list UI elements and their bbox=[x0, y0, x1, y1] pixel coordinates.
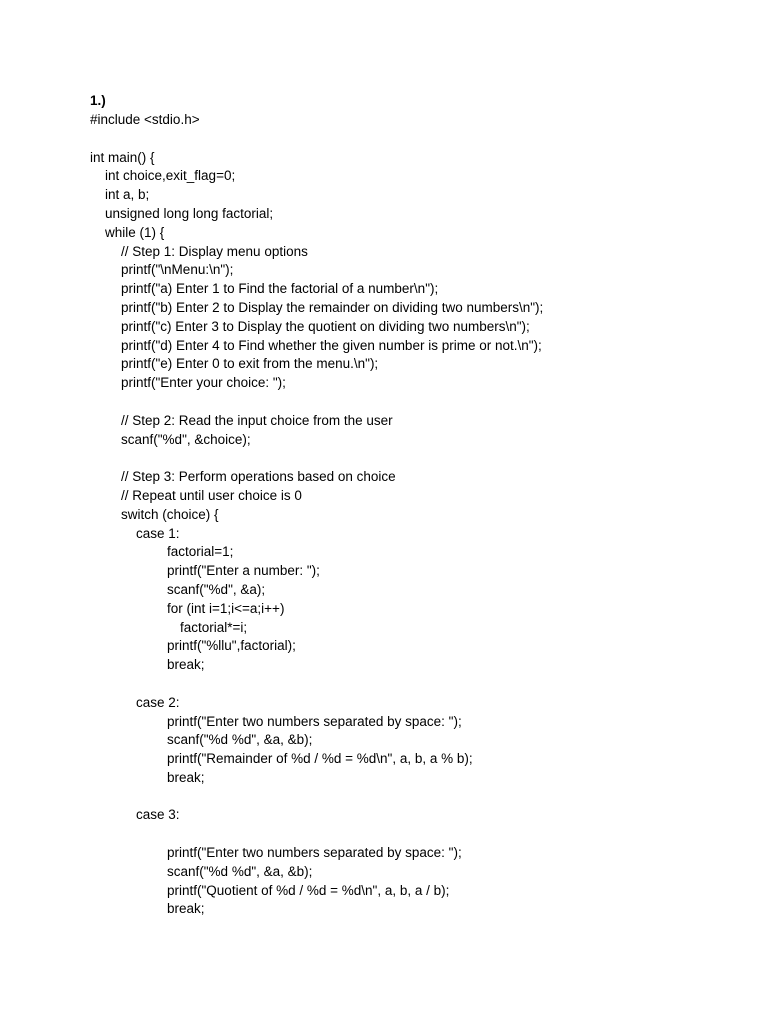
blank-line bbox=[90, 449, 750, 468]
code-line: printf("\nMenu:\n"); bbox=[121, 262, 234, 278]
code-line: printf("Remainder of %d / %d = %d\n", a, b, a % b); bbox=[167, 751, 473, 767]
code-line: factorial*=i; bbox=[180, 619, 248, 635]
code-line: // Step 2: Read the input choice from the user bbox=[121, 412, 393, 428]
code-line: unsigned long long factorial; bbox=[105, 205, 274, 221]
blank-line bbox=[90, 788, 750, 807]
code-line: printf("c) Enter 3 to Display the quotient on dividing two numbers\n"); bbox=[121, 318, 530, 334]
code-line: printf("%llu",factorial); bbox=[167, 638, 296, 654]
code-line: printf("Enter two numbers separated by space: "); bbox=[167, 845, 462, 861]
blank-line bbox=[90, 393, 750, 412]
code-line: scanf("%d", &a); bbox=[167, 581, 266, 597]
code-line: case 1: bbox=[136, 525, 180, 541]
code-line: scanf("%d", &choice); bbox=[121, 431, 251, 447]
code-line: switch (choice) { bbox=[121, 506, 219, 522]
code-block bbox=[90, 111, 750, 919]
code-line: // Step 1: Display menu options bbox=[121, 243, 308, 259]
code-line: case 3: bbox=[136, 807, 180, 823]
code-line: while (1) { bbox=[105, 224, 165, 240]
code-line: #include <stdio.h> bbox=[90, 112, 200, 127]
code-line: break; bbox=[167, 901, 205, 917]
code-line: int choice,exit_flag=0; bbox=[105, 168, 236, 184]
code-line: int main() { bbox=[90, 149, 155, 165]
code-line: printf("Enter a number: "); bbox=[167, 563, 320, 579]
blank-line bbox=[90, 130, 750, 149]
code-line: break; bbox=[167, 769, 205, 785]
code-line: factorial=1; bbox=[167, 544, 234, 560]
blank-line bbox=[90, 675, 750, 694]
code-line: printf("e) Enter 0 to exit from the menu.\n"); bbox=[121, 356, 379, 372]
code-line: printf("Enter your choice: "); bbox=[121, 375, 286, 391]
code-line: scanf("%d %d", &a, &b); bbox=[167, 732, 313, 748]
code-line: printf("b) Enter 2 to Display the remainder on dividing two numbers\n"); bbox=[121, 299, 544, 315]
code-line: printf("Quotient of %d / %d = %d\n", a, b, a / b); bbox=[167, 882, 450, 898]
code-line: int a, b; bbox=[105, 187, 150, 203]
code-line: scanf("%d %d", &a, &b); bbox=[167, 863, 313, 879]
blank-line bbox=[90, 825, 750, 844]
code-line: // Step 3: Perform operations based on choice bbox=[121, 469, 396, 485]
code-line: // Repeat until user choice is 0 bbox=[121, 487, 302, 503]
code-line: break; bbox=[167, 657, 205, 673]
code-line: printf("Enter two numbers separated by space: "); bbox=[167, 713, 462, 729]
section-heading: 1.) bbox=[90, 93, 106, 108]
code-line: for (int i=1;i<=a;i++) bbox=[167, 600, 285, 616]
code-line: printf("d) Enter 4 to Find whether the given number is prime or not.\n"); bbox=[121, 337, 542, 353]
code-line: printf("a) Enter 1 to Find the factorial of a number\n"); bbox=[121, 281, 439, 297]
code-line: case 2: bbox=[136, 694, 180, 710]
